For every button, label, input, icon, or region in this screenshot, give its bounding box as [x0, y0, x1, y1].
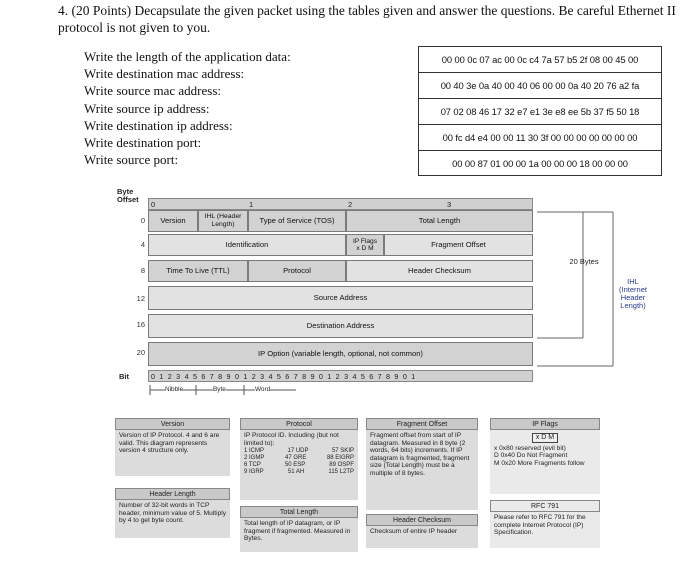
field-fragment-offset: Fragment Offset — [384, 234, 533, 256]
field-total-length: Total Length — [346, 210, 533, 232]
side-brackets — [535, 210, 615, 370]
protocol-id-row: 1 ICMP 17 UDP 57 SKIP — [244, 448, 354, 455]
question-points: (20 Points) — [71, 3, 132, 18]
legend-ip-flags — [490, 418, 600, 494]
nibble-label: Nibble — [165, 386, 184, 393]
prompt-dest-mac: Write destination mac address: — [84, 66, 245, 82]
ip-header-diagram — [105, 182, 695, 412]
protocol-id-list — [240, 448, 358, 476]
question-title — [58, 2, 688, 36]
field-ip-flags — [346, 234, 384, 256]
byte-mark: 0 — [151, 200, 156, 209]
packet-hex-row: 00 00 87 01 00 00 1a 00 00 00 18 00 00 00 — [452, 158, 628, 169]
field-ttl: Time To Live (TTL) — [148, 260, 248, 282]
legend-header-length-body: Number of 32-bit words in TCP header, minimum value of 5. Multiply by 4 to get byte count. — [119, 502, 227, 525]
packet-hex-row: 00 fc d4 e4 00 00 11 30 3f 00 00 00 00 00 00 00 — [419, 125, 661, 151]
byte-mark: 2 — [348, 200, 353, 209]
ip-flag-line: x 0x80 reserved (evil bit) — [494, 444, 566, 452]
row-offset: 8 — [140, 266, 145, 275]
field-identification: Identification — [148, 234, 346, 256]
legend-fragment-offset-body: Fragment offset from start of IP datagram. Measured in 8 byte (2 words, 64 bits) increments. If IP datagram is fragmented, fragment size (Total Length) must be a multiple of 8 bytes. — [370, 432, 470, 477]
field-version: Version — [148, 210, 198, 232]
field-tos: Type of Service (TOS) — [248, 210, 346, 232]
field-ip-flags-label: IP Flags — [352, 238, 378, 245]
bit-label: Bit — [119, 372, 129, 381]
byte-offset-label: Byte Offset — [117, 187, 139, 204]
byte-ruler — [148, 198, 533, 210]
row-offset: 16 — [136, 320, 145, 329]
legend-total-length-body: Total length of IP datagram, or IP fragment if fragmented. Measured in Bytes. — [244, 520, 351, 543]
packet-hex-row: 00 00 0c 07 ac 00 0c c4 7a 57 b5 2f 08 00 45 00 — [419, 47, 661, 73]
word-label: Word — [255, 386, 271, 393]
ip-flags-bits-box: x D M — [532, 433, 558, 443]
field-ihl: IHL (Header Length) — [198, 210, 248, 232]
row-offset: 12 — [136, 294, 145, 303]
legend-rfc-body: Please refer to RFC 791 for the complete Internet Protocol (IP) Specification. — [494, 514, 586, 537]
ip-flags-lines — [490, 443, 600, 470]
question-prompts — [84, 48, 414, 168]
packet-hex-row: 07 02 08 46 17 32 e7 e1 3e e8 ee 5b 37 f5 50 18 — [419, 99, 661, 125]
legend-ip-flags-head: IP Flags — [490, 418, 600, 430]
legend-fragment-offset-head: Fragment Offset — [366, 418, 478, 430]
row-offset: 0 — [140, 216, 145, 225]
legend-header-length — [115, 488, 230, 538]
legend-header-length-head: Header Length — [115, 488, 230, 500]
legend-version-body: Version of IP Protocol. 4 and 6 are valid. This diagram represents version 4 structure only. — [119, 432, 220, 455]
legend-fragment-offset — [366, 418, 478, 510]
protocol-id-row: 6 TCP 50 ESP 89 OSPF — [244, 462, 354, 469]
legend-protocol-body: IP Protocol ID. Including (but not limited to): — [244, 432, 339, 447]
packet-hex-row: 00 40 3e 0a 40 00 40 06 00 00 0a 40 20 76 a2 fa — [419, 73, 661, 99]
label-20-bytes: 20 Bytes — [569, 257, 599, 266]
bit-ruler: 0 1 2 3 4 5 6 7 8 9 0 1 2 3 4 5 6 7 8 9 0 1 2 3 4 5 6 7 8 9 0 1 — [151, 372, 417, 381]
legend-version — [115, 418, 230, 476]
question-number: 4. — [58, 3, 69, 18]
legend-rfc — [490, 500, 600, 548]
legend-header-checksum-head: Header Checksum — [366, 514, 478, 526]
legend-rfc-head: RFC 791 — [490, 500, 600, 512]
legend-protocol — [240, 418, 358, 500]
byte-mark: 1 — [249, 200, 254, 209]
protocol-id-row: 2 IGMP 47 GRE 88 EIGRP — [244, 455, 354, 462]
prompt-dest-ip: Write destination ip address: — [84, 117, 233, 133]
ip-flag-line: M 0x20 More Fragments follow — [494, 459, 585, 467]
prompt-app-data-length: Write the length of the application data: — [84, 49, 291, 64]
byte-mark: 3 — [447, 200, 452, 209]
field-destination-address: Destination Address — [148, 314, 533, 338]
question-text: Decapsulate the given packet using the tables given and answer the questions. Be careful Ethernet II protocol is not given to you. — [58, 3, 676, 35]
field-protocol: Protocol — [248, 260, 346, 282]
prompt-dest-port: Write destination port: — [84, 135, 202, 151]
field-ip-option: IP Option (variable length, optional, not common) — [148, 342, 533, 366]
legend-header-checksum — [366, 514, 478, 548]
prompt-src-port: Write source port: — [84, 152, 179, 168]
byte-label: Byte — [213, 386, 226, 393]
protocol-id-row: 9 IGRP 51 AH 115 L2TP — [244, 469, 354, 476]
prompt-src-mac: Write source mac address: — [84, 83, 222, 99]
field-ip-flags-bits: x D M — [356, 245, 374, 252]
packet-hex-table — [418, 46, 662, 176]
legend-total-length — [240, 506, 358, 552]
legend-protocol-head: Protocol — [240, 418, 358, 430]
ip-flag-line: D 0x40 Do Not Fragment — [494, 452, 568, 460]
legend-version-head: Version — [115, 418, 230, 430]
field-source-address: Source Address — [148, 286, 533, 310]
field-header-checksum: Header Checksum — [346, 260, 533, 282]
legend-total-length-head: Total Length — [240, 506, 358, 518]
row-offset: 4 — [140, 240, 145, 249]
label-ihl-side: IHL (Internet Header Length) — [619, 277, 647, 310]
legend-header-checksum-body: Checksum of entire IP header — [370, 528, 458, 535]
prompt-src-ip: Write source ip address: — [84, 100, 210, 116]
row-offset: 20 — [136, 348, 145, 357]
